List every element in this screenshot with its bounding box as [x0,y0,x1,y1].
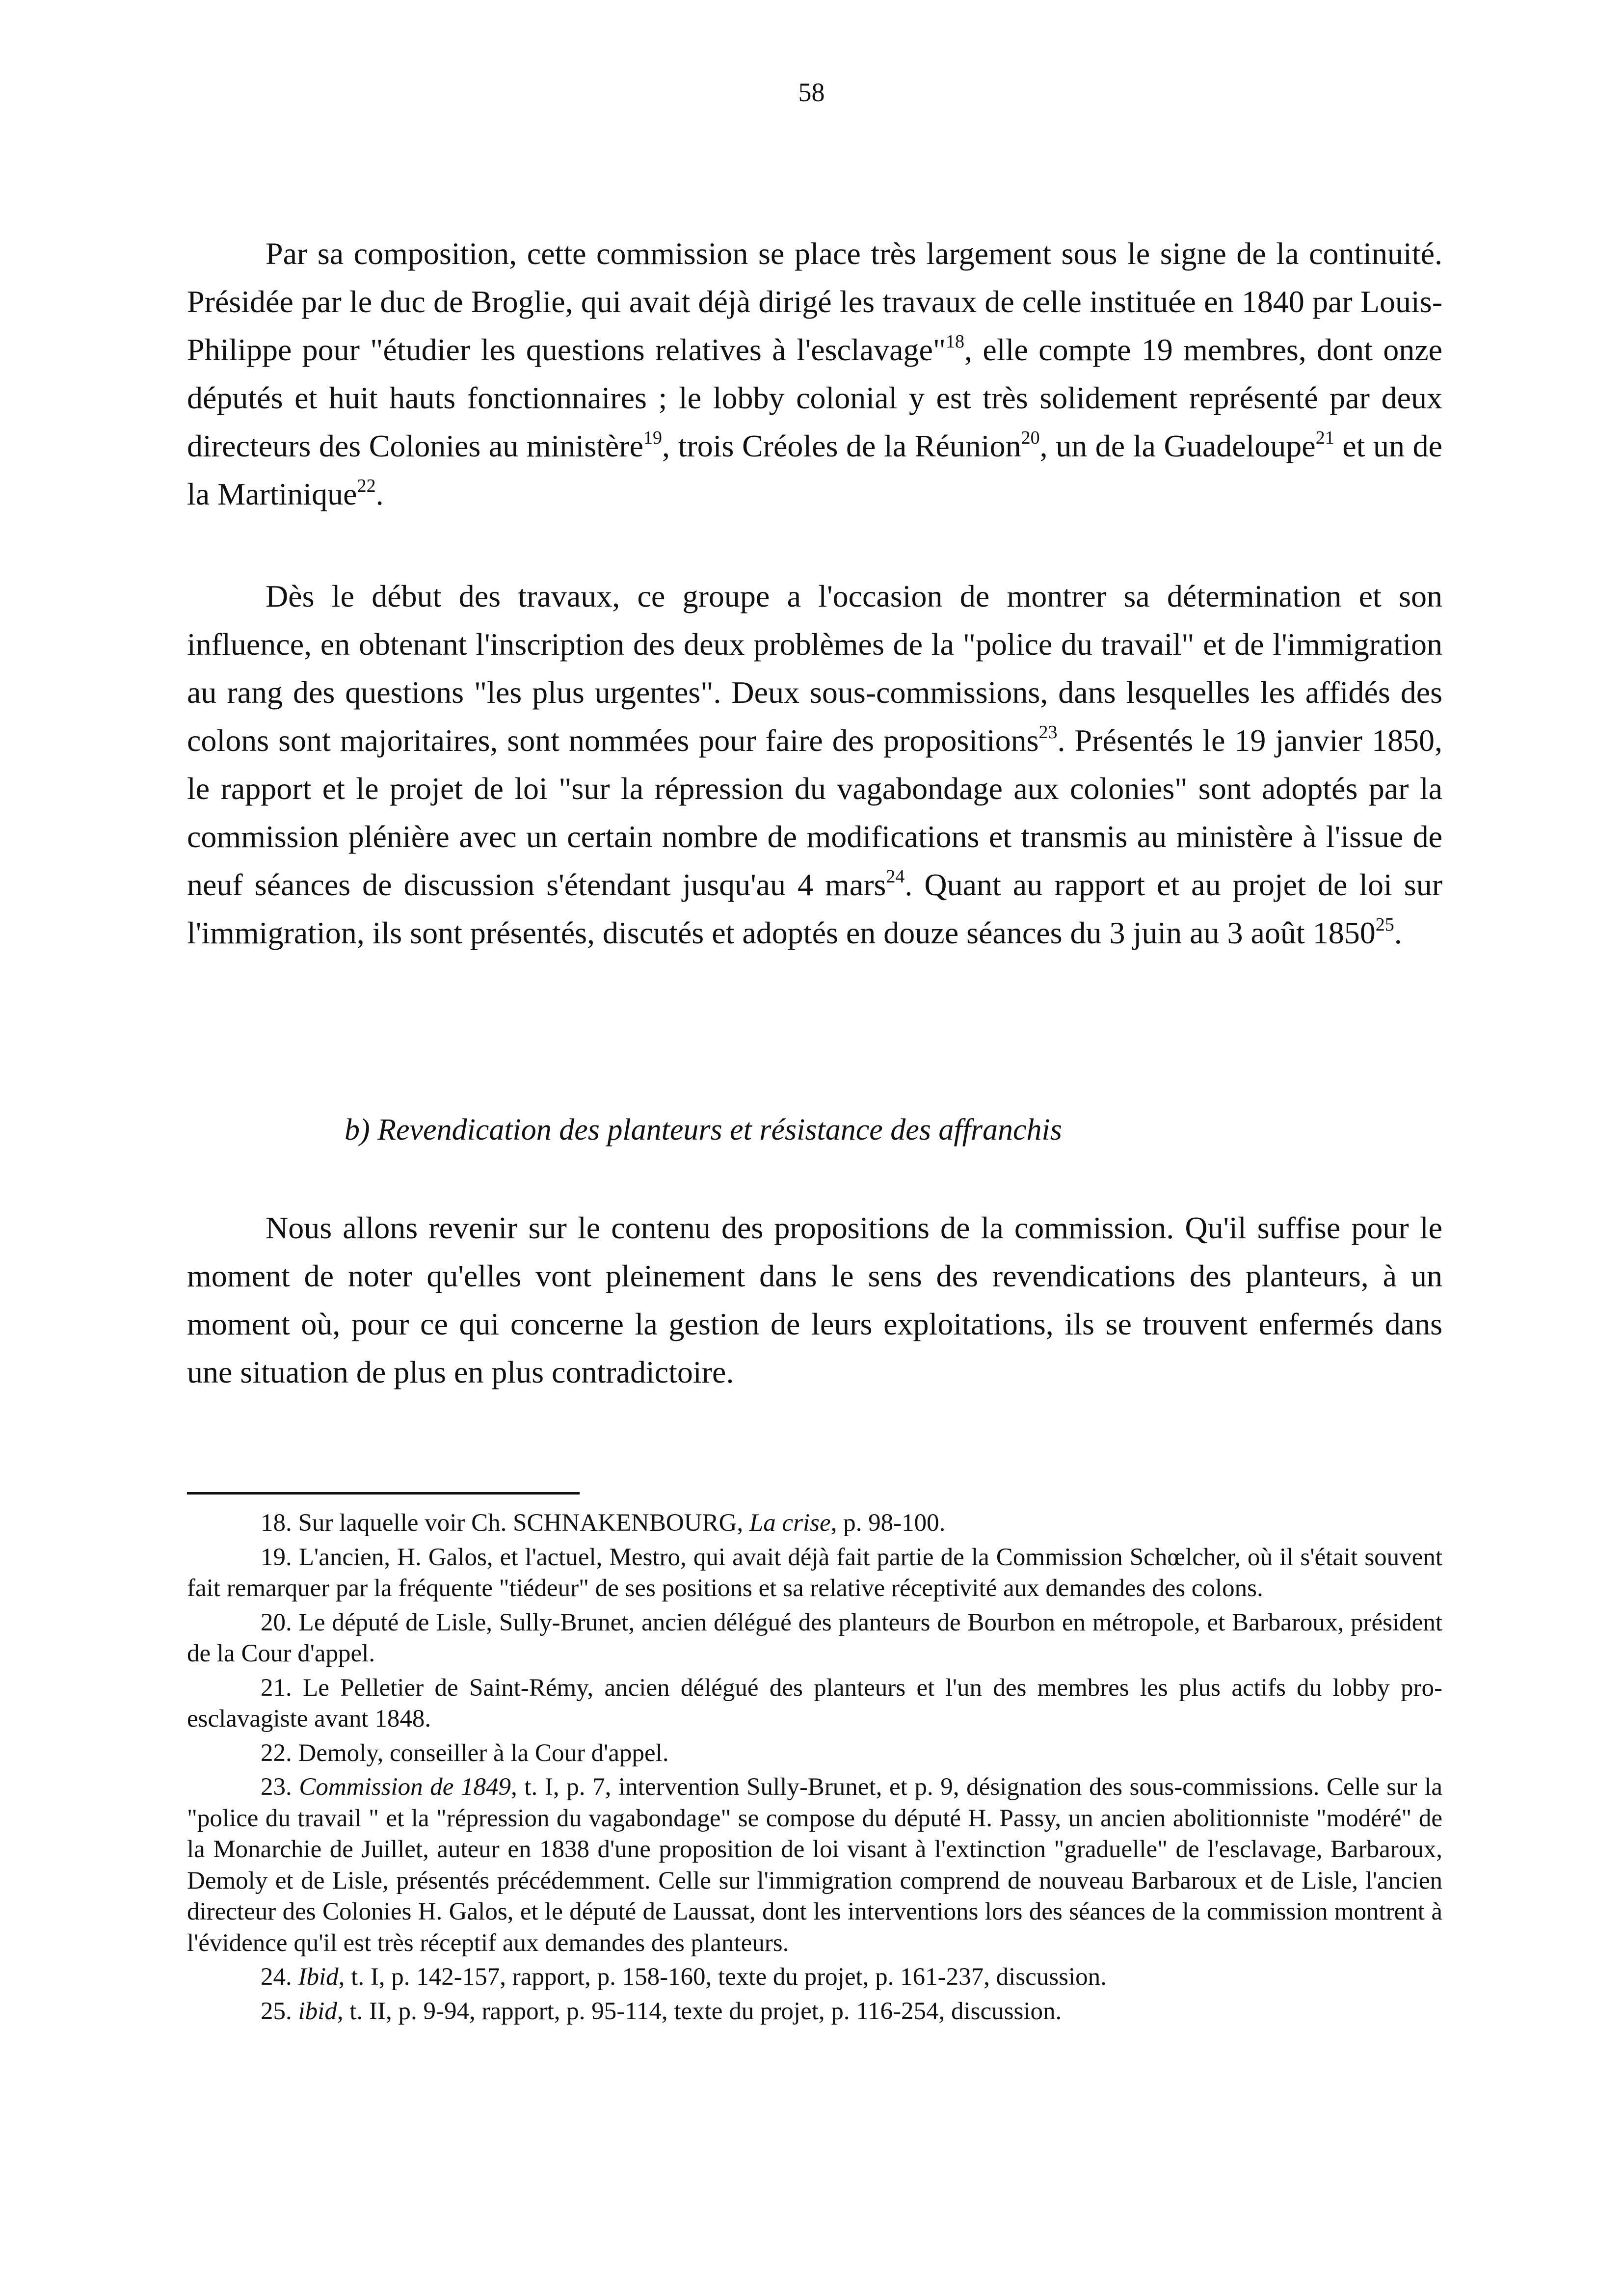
footnote-20: 20. Le député de Lisle, Sully-Brunet, ancien délégué des planteurs de Bourbon en métropole, et Barbaroux, président de la Cour d'appel. [187,1608,1442,1667]
paragraph-2 [187,572,1442,957]
footnote-text: 23. [261,1773,299,1801]
footnote-ref-18[interactable]: 18 [946,331,965,352]
footnote-ref-23[interactable]: 23 [1038,721,1058,743]
footnote-text: , t. I, p. 7, intervention Sully-Brunet, et p. 9, désignation des sous-commissions. Celle sur la "police du travail " et la "répression du vagabondage" se compose du député H. Passy, un ancien abolitionniste "modéré" de la Monarchie de Juillet, auteur en 1838 d'une proposition de loi visant à l'extinction "graduelle" de l'esclavage, Barbaroux, Demoly et de Lisle, présentés précédemment. Celle sur l'immigration comprend de nouveau Barbaroux et de Lisle, l'ancien directeur des Colonies H. Galos, et le député de Laussat, dont les interventions lors des séances de la commission montrent à l'évidence qu'il est très réceptif aux demandes des planteurs. [187,1773,1442,1957]
footnote-italic: Ibid [298,1963,339,1991]
paragraph-1 [187,230,1442,518]
footnote-25 [187,1996,1442,2028]
paragraph-3: Nous allons revenir sur le contenu des propositions de la commission. Qu'il suffise pour le moment de noter qu'elles vont pleinement dans le sens des revendications des planteurs, à un moment où, pour ce qui concerne la gestion de leurs exploitations, ils se trouvent enfermés dans une situation de plus en plus contradictoire. [187,1210,1442,1389]
paragraph-text: , un de la Guadeloupe [1039,428,1316,463]
footnote-text: , t. I, p. 142-157, rapport, p. 158-160, texte du projet, p. 161-237, discussion. [338,1963,1107,1991]
footnote-24 [187,1962,1442,1993]
footnote-ref-25[interactable]: 25 [1375,914,1394,935]
paragraph-text: , elle compte 19 membres, dont onze députés et huit hauts fonctionnaires ; le lobby colonial y est très solidement représenté par deux directeurs des Colonies au ministère [187,332,1443,463]
footnote-18 [187,1508,1442,1539]
footnote-italic: ibid [298,1997,337,2025]
footnote-19: 19. L'ancien, H. Galos, et l'actuel, Mestro, qui avait déjà fait partie de la Commission Schœlcher, où il s'était souvent fait remarquer par la fréquente "tiédeur" de ses positions et sa relative réceptivité aux demandes des colons. [187,1543,1442,1602]
paragraph-text: Dès le début des travaux, ce groupe a l'occasion de montrer sa détermination et son influence, en obtenant l'inscription des deux problèmes de la "police du travail" et de l'immigration au rang des questions "les plus urgentes". Deux sous-commissions, dans lesquelles les affidés des colons sont majoritaires, sont nommées pour faire des propositions [187,579,1442,758]
footnote-text: 24. [261,1963,298,1991]
footnote-text: 18. Sur laquelle voir Ch. SCHNAKENBOURG, [261,1509,749,1537]
footnote-ref-21[interactable]: 21 [1315,427,1334,448]
footnote-ref-22[interactable]: 22 [357,475,376,496]
page-number: 58 [798,78,825,107]
footnote-text: , t. II, p. 9-94, rapport, p. 95-114, texte du projet, p. 116-254, discussion. [337,1997,1062,2025]
footnote-ref-19[interactable]: 19 [643,427,663,448]
paragraph-text: . Présentés le 19 janvier 1850, le rapport et le projet de loi "sur la répression du vagabondage aux colonies" sont adoptés par la commission plénière avec un certain nombre de modifications et transmis au ministère à l'issue de neuf séances de discussion s'étendant jusqu'au 4 mars [187,723,1443,902]
paragraph-text: . [1394,915,1402,950]
paragraph-text: . [375,477,384,511]
footnote-italic: Commission de 1849 [299,1773,511,1801]
footnote-ref-20[interactable]: 20 [1021,427,1040,448]
footnote-ref-24[interactable]: 24 [886,866,905,887]
paragraph-text: . Quant au rapport et au projet de loi sur l'immigration, ils sont présentés, discutés et adoptés en douze séances du 3 juin au 3 août 1850 [187,867,1443,950]
footnote-23 [187,1772,1442,1959]
paragraph-text: et un de la Martinique [187,428,1443,511]
footnotes-section [187,1508,1442,2030]
paragraph-text: Par sa composition, cette commission se place très largement sous le signe de la continuité. Présidée par le duc de Broglie, qui avait déjà dirigé les travaux de celle instituée en 1840 par Louis-Philippe pour "étudier les questions relatives à l'esclavage" [187,236,1442,367]
footnote-21: 21. Le Pelletier de Saint-Rémy, ancien délégué des planteurs et l'un des membres les plus actifs du lobby pro-esclavagiste avant 1848. [187,1674,1442,1733]
footnote-divider [187,1492,580,1495]
footnote-text: 25. [261,1997,298,2025]
footnote-text: , p. 98-100. [830,1509,946,1537]
footnote-22: 22. Demoly, conseiller à la Cour d'appel. [261,1739,669,1767]
paragraph-text: , trois Créoles de la Réunion [662,428,1021,463]
section-heading: b) Revendication des planteurs et résistance des affranchis [345,1113,1062,1147]
footnote-italic: La crise [749,1509,831,1537]
